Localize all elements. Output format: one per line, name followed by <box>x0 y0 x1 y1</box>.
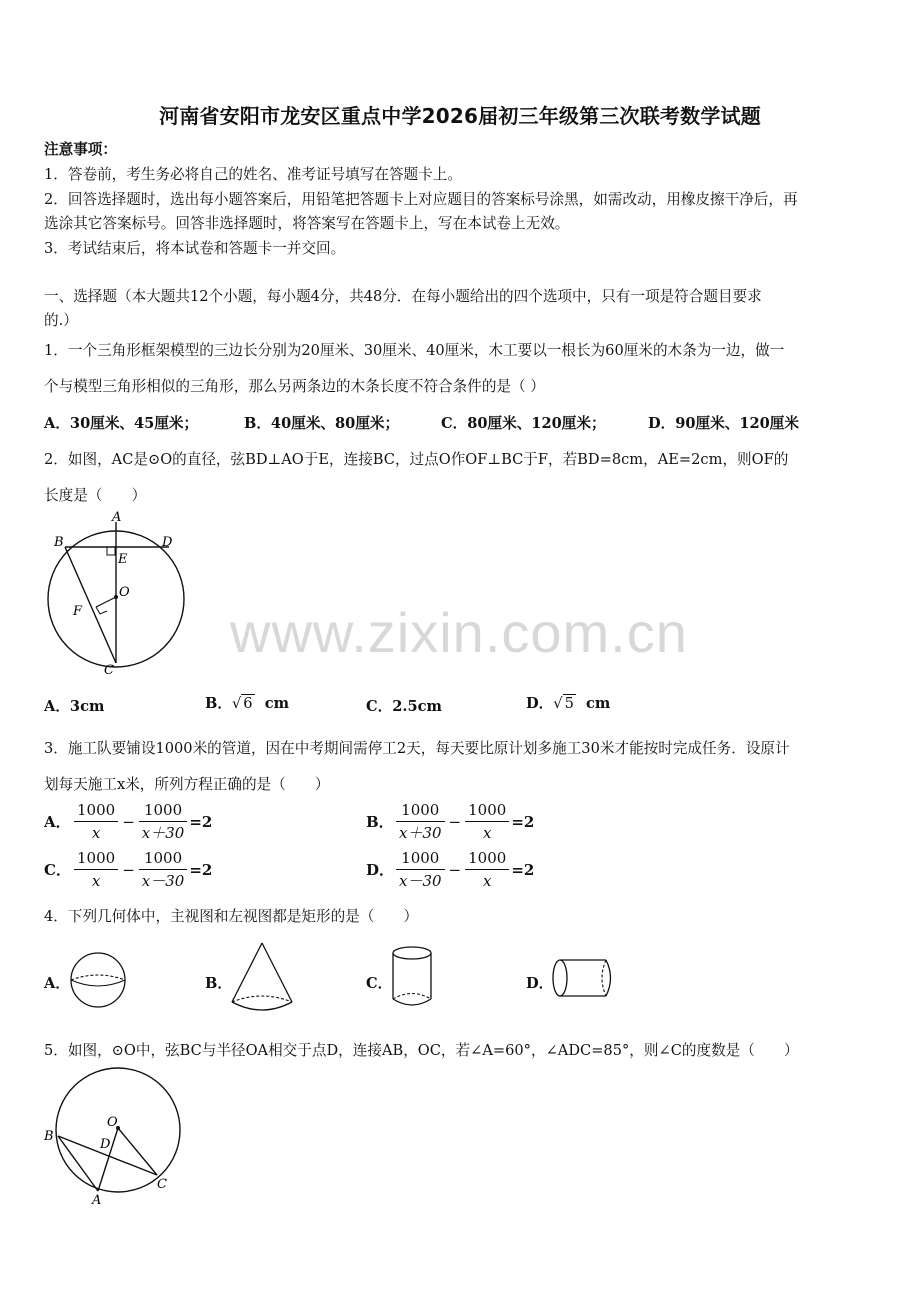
q3-option-b: B． $\frac{1000}{x+30}$ − $\frac{1000}{x}$ =2 <box>366 801 535 842</box>
q5-label-d: D <box>100 1137 111 1152</box>
q5-label-c: C <box>157 1177 167 1192</box>
notice-line-3: 3．考试结束后，将本试卷和答题卡一并交回。 <box>44 240 346 257</box>
notice-line-1: 1．答卷前，考生务必将自己的姓名、准考证号填写在答题卡上。 <box>44 166 462 183</box>
q2-label-b: B <box>54 535 64 550</box>
q2-stem-line-2: 长度是（ ） <box>44 487 147 504</box>
q2-option-b-label: B． <box>205 695 232 712</box>
q5-label-a: A <box>92 1193 102 1208</box>
q4-option-a-label: A． <box>44 975 70 992</box>
q2-option-d <box>526 692 610 713</box>
q2-label-o: O <box>119 585 130 600</box>
horizontal-cylinder-icon <box>548 956 618 1002</box>
cone-icon <box>228 940 298 1018</box>
q2-circle-figure <box>40 505 200 680</box>
q5-circle-figure <box>38 1050 188 1210</box>
q2-option-b-unit: cm <box>264 695 290 712</box>
q3-stem-line-1: 3．施工队要铺设1000米的管道，因在中考期间需停工2天，每天要比原计划多施工30米才能按时完成任务．设原计 <box>44 740 790 757</box>
q4-option-b-label: B． <box>205 975 232 992</box>
page-title: 河南省安阳市龙安区重点中学2026届初三年级第三次联考数学试题 <box>159 104 761 128</box>
q1-stem-line-2: 个与模型三角形相似的三角形，那么另两条边的木条长度不符合条件的是（ ） <box>44 378 545 395</box>
q1-option-b: B．40厘米、80厘米； <box>244 415 400 432</box>
q2-option-a: A．3cm <box>44 698 105 715</box>
q2-label-a: A <box>112 510 122 525</box>
q1-option-a: A．30厘米、45厘米； <box>44 415 199 432</box>
notice-line-2a: 2．回答选择题时，选出每小题答案后，用铅笔把答题卡上对应题目的答案标号涂黑，如需改动，用橡皮擦干净后，再 <box>44 191 798 208</box>
q2-label-f: F <box>73 604 83 619</box>
q3-stem-line-2: 划每天施工x米，所列方程正确的是（ ） <box>44 776 330 793</box>
sphere-icon <box>66 950 130 1012</box>
section-heading-line-2: 的.） <box>44 312 78 329</box>
q2-label-e: E <box>118 552 128 567</box>
q2-option-d-label: D． <box>526 695 554 712</box>
q2-option-c: C．2.5cm <box>366 698 442 715</box>
q2-option-d-unit: cm <box>586 695 611 712</box>
q5-stem: 5．如图，⊙O中，弦BC与半径OA相交于点D，连接AB，OC，若∠A=60°，∠ADC=85°，则∠C的度数是（ ） <box>44 1042 799 1059</box>
q1-option-c: C．80厘米、120厘米； <box>441 415 606 432</box>
cylinder-icon <box>388 944 438 1010</box>
q3-option-d: D． $\frac{1000}{x-30}$ − $\frac{1000}{x}$ =2 <box>366 849 535 890</box>
q4-stem: 4．下列几何体中，主视图和左视图都是矩形的是（ ） <box>44 908 419 925</box>
q5-label-b: B <box>44 1129 54 1144</box>
q2-label-d: D <box>162 535 173 550</box>
section-heading-line-1: 一、选择题（本大题共12个小题，每小题4分，共48分．在每小题给出的四个选项中，只有一项是符合题目要求 <box>44 288 762 305</box>
q5-label-o: O <box>107 1115 118 1130</box>
q2-stem-line-1: 2．如图，AC是⊙O的直径，弦BD⊥AO于E，连接BC，过点O作OF⊥BC于F，若BD=8cm，AE=2cm，则OF的 <box>44 451 789 468</box>
q3-option-a: A． $\frac{1000}{x}$ − $\frac{1000}{x+30}$ =2 <box>44 801 213 842</box>
q4-option-c-label: C． <box>366 975 393 992</box>
q4-option-d-label: D． <box>526 975 554 992</box>
q2-label-c: C <box>104 663 114 678</box>
q3-option-c: C． $\frac{1000}{x}$ − $\frac{1000}{x-30}$ =2 <box>44 849 213 890</box>
watermark: www.zixin.com.cn <box>230 601 688 664</box>
notice-line-2b: 选涂其它答案标号。回答非选择题时，将答案写在答题卡上，写在本试卷上无效。 <box>44 215 570 232</box>
q1-stem-line-1: 1．一个三角形框架模型的三边长分别为20厘米、30厘米、40厘米，木工要以一根长为60厘米的木条为一边，做一 <box>44 342 785 359</box>
q2-option-d-sqrt: √ 5 <box>553 695 574 712</box>
q2-option-b-sqrt: √ 6 <box>231 695 253 712</box>
notice-heading: 注意事项： <box>44 141 117 158</box>
q1-option-d: D．90厘米、120厘米 <box>648 415 799 432</box>
q2-option-b <box>205 692 289 713</box>
